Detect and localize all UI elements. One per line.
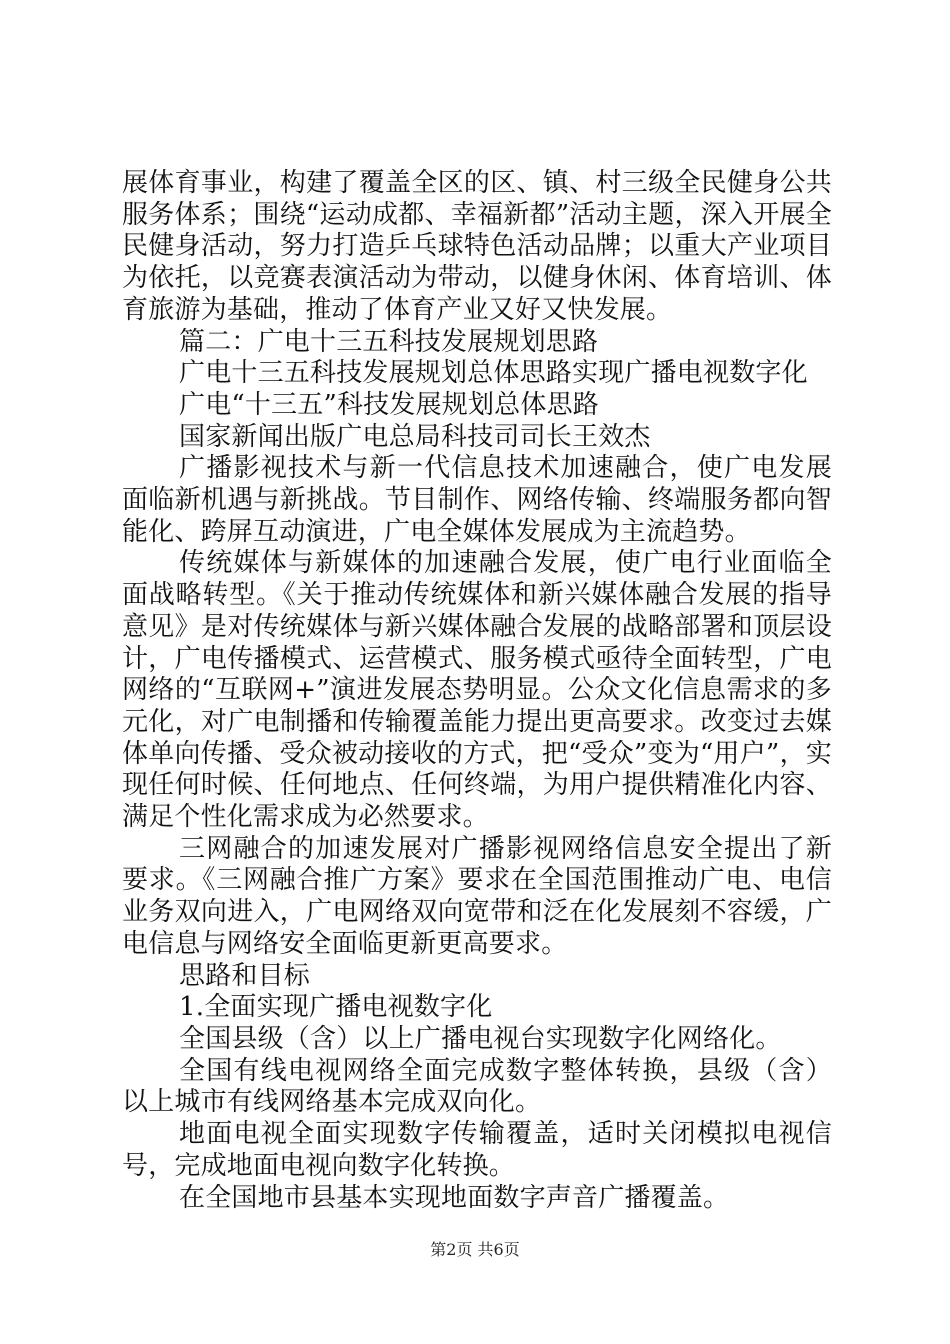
section-heading: 篇二：广电十三五科技发展规划思路 (179, 326, 599, 357)
subsection-heading: 思路和目标 (179, 960, 311, 991)
paragraph-3: 传统媒体与新媒体的加速融合发展，使广电行业面临全面战略转型。《关于推动传统媒体和新兴媒体融合发展的指导意见》是对传统媒体与新兴媒体融合发展的战略部署和顶层设计，广电传播模式、运营模式、服务模式亟待全面转型，广电网络的“互联网+”演进发展态势明显。公众文化信息需求的多元化，对广电制播和传输覆盖能力提出更高要求。改变过去媒体单向传播、受众被动接收的方式，把“受众”变为“用户”，实现任何时候、任何地点、任何终端，为用户提供精准化内容、满足个性化需求成为必然要求。 (122, 548, 832, 833)
numbered-heading: 1.全面实现广播电视数字化 (179, 992, 493, 1023)
paragraph-8: 在全国地市县基本实现地面数字声音广播覆盖。 (179, 1182, 730, 1213)
document-body (122, 168, 832, 1214)
paragraph-2: 广播影视技术与新一代信息技术加速融合，使广电发展面临新机遇与新挑战。节目制作、网络传输、终端服务都向智能化、跨屏互动演进，广电全媒体发展成为主流趋势。 (122, 453, 832, 547)
article-subtitle: 广电“十三五”科技发展规划总体思路 (179, 389, 599, 420)
article-author: 国家新闻出版广电总局科技司司长王效杰 (179, 421, 651, 452)
paragraph-4: 三网融合的加速发展对广播影视网络信息安全提出了新要求。《三网融合推广方案》要求在全国范围推动广电、电信业务双向进入，广电网络双向宽带和泛在化发展刻不容缓，广电信息与网络安全面临更新更高要求。 (122, 833, 832, 959)
paragraph-6: 全国有线电视网络全面完成数字整体转换，县级（含）以上城市有线网络基本完成双向化。 (122, 1055, 832, 1118)
paragraph-5: 全国县级（含）以上广播电视台实现数字化网络化。 (179, 1023, 782, 1054)
page-footer: 第2页 共6页 (430, 1240, 520, 1259)
article-title: 广电十三五科技发展规划总体思路实现广播电视数字化 (179, 358, 808, 389)
paragraph-1: 展体育事业，构建了覆盖全区的区、镇、村三级全民健身公共服务体系；围绕“运动成都、幸福新都”活动主题，深入开展全民健身活动，努力打造乒乓球特色活动品牌；以重大产业项目为依托，以竞赛表演活动为带动，以健身休闲、体育培训、体育旅游为基础，推动了体育产业又好又快发展。 (122, 168, 832, 325)
paragraph-7: 地面电视全面实现数字传输覆盖，适时关闭模拟电视信号，完成地面电视向数字化转换。 (122, 1119, 832, 1181)
